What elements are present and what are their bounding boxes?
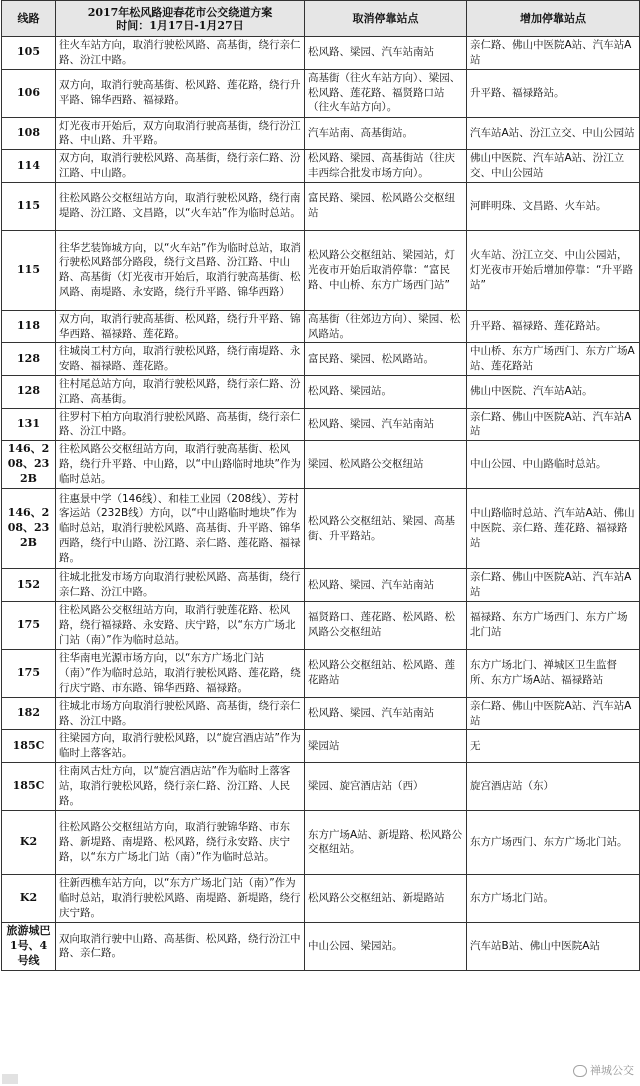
cell-add: 汽车站B站、佛山中医院A站 — [467, 922, 640, 970]
cell-route: 往南风古灶方向，以“旋宫酒店站”作为临时上落客站，取消行驶松风路，绕行亲仁路、汾江路、人民路。 — [56, 762, 305, 810]
cell-cancel: 松风路公交枢纽站、梁园站，灯光夜市开始后取消停靠：“富民路、中山桥、东方广场西门站” — [305, 230, 467, 310]
table-row — [2, 922, 640, 970]
cell-add: 中山桥、东方广场西门、东方广场A站、莲花路站 — [467, 343, 640, 376]
cell-route: 往松风路公交枢纽站方向，取消行驶高基街、松风路，绕行升平路、中山路，以“中山路临时地块”作为临时总站。 — [56, 441, 305, 489]
cell-add: 中山路临时总站、汽车站A站、佛山中医院、亲仁路、莲花路、福禄路站 — [467, 489, 640, 569]
cell-line: K2 — [2, 810, 56, 874]
cell-add: 汽车站A站、汾江立交、中山公园站 — [467, 117, 640, 150]
cell-route: 双向取消行驶中山路、高基街、松风路，绕行汾江中路、亲仁路。 — [56, 922, 305, 970]
table-row — [2, 408, 640, 441]
cell-route: 灯光夜市开始后，双方向取消行驶高基街，绕行汾江路、中山路、升平路。 — [56, 117, 305, 150]
cell-add: 福禄路、东方广场西门、东方广场北门站 — [467, 601, 640, 649]
cell-cancel: 松风路、梁园、汽车站南站 — [305, 569, 467, 602]
table-row — [2, 810, 640, 874]
cell-line: 185C — [2, 730, 56, 763]
cell-line: 106 — [2, 69, 56, 117]
table-row — [2, 569, 640, 602]
cell-line: 146、208、232B — [2, 441, 56, 489]
cell-line: 118 — [2, 310, 56, 343]
watermark-text: 禅城公交 — [590, 1064, 634, 1077]
table-body — [2, 37, 640, 971]
cell-route: 往新西樵车站方向，以“东方广场北门站（南）”作为临时总站，取消行驶松风路、南堤路、新堤路，绕行庆宁路。 — [56, 874, 305, 922]
cell-cancel: 梁园站 — [305, 730, 467, 763]
table-row — [2, 489, 640, 569]
cell-cancel: 松风路公交枢纽站、松风路、莲花路站 — [305, 649, 467, 697]
cell-route: 往惠景中学（146线）、和桂工业园（208线）、芳村客运站（232B线）方向，以“中山路临时地块”作为临时总站，取消行驶松风路、高基街、升平路、锦华西路，绕行中山路、汾江路、亲仁路、莲花路、福禄路。 — [56, 489, 305, 569]
plan-time: 时间：1月17日-1月27日 — [116, 18, 244, 32]
header-add: 增加停靠站点 — [467, 1, 640, 37]
table-row — [2, 601, 640, 649]
cell-line: 152 — [2, 569, 56, 602]
cell-cancel: 松风路、梁园、汽车站南站 — [305, 37, 467, 70]
cell-cancel: 松风路、梁园、汽车站南站 — [305, 408, 467, 441]
wechat-icon — [573, 1065, 587, 1077]
cell-cancel: 松风路公交枢纽站、新堤路站 — [305, 874, 467, 922]
table-row — [2, 69, 640, 117]
cell-route: 双方向，取消行驶高基街、松风路，绕行升平路、锦华西路、福禄路、莲花路。 — [56, 310, 305, 343]
cell-cancel: 松风路、梁园、高基街站（往庆丰西综合批发市场方向）。 — [305, 150, 467, 183]
table-row — [2, 37, 640, 70]
cell-line: 旅游城巴1号、4号线 — [2, 922, 56, 970]
cell-line: 115 — [2, 182, 56, 230]
cell-cancel: 松风路、梁园站。 — [305, 375, 467, 408]
cell-route: 往罗村下柏方向取消行驶松风路、高基街，绕行亲仁路、汾江中路。 — [56, 408, 305, 441]
cell-add: 东方广场西门、东方广场北门站。 — [467, 810, 640, 874]
cell-add: 东方广场北门、禅城区卫生监督所、东方广场A站、福禄路站 — [467, 649, 640, 697]
table-row — [2, 117, 640, 150]
cell-cancel: 高基街（往火车站方向）、梁园、松风路、莲花路、福贤路口站（往火车站方向）。 — [305, 69, 467, 117]
cell-route: 往城岗工村方向，取消行驶松风路，绕行南堤路、永安路、福禄路、莲花路。 — [56, 343, 305, 376]
cell-route: 双方向，取消行驶松风路、高基街，绕行亲仁路、汾江路、中山路。 — [56, 150, 305, 183]
cell-line: 175 — [2, 601, 56, 649]
cell-add: 中山公园、中山路临时总站。 — [467, 441, 640, 489]
table-row — [2, 230, 640, 310]
cell-route: 往华艺装饰城方向，以“火车站”作为临时总站，取消行驶松风路部分路段，绕行文昌路、汾江路、中山路、高基街（灯光夜市开始后，取消行驶高基街、松风路、南堤路、永安路，绕行升平路、锦华西路） — [56, 230, 305, 310]
cell-add: 东方广场北门站。 — [467, 874, 640, 922]
cell-line: 108 — [2, 117, 56, 150]
cell-add: 亲仁路、佛山中医院A站、汽车站A站 — [467, 37, 640, 70]
cell-route: 往松风路公交枢纽站方向，取消行驶莲花路、松风路，绕行福禄路、永安路、庆宁路，以“东方广场北门站（南）”作为临时总站。 — [56, 601, 305, 649]
cell-cancel: 高基街（往郊边方向）、梁园、松风路站。 — [305, 310, 467, 343]
plan-title: 2017年松风路迎春花市公交绕道方案 — [87, 5, 273, 19]
cell-cancel: 汽车站南、高基街站。 — [305, 117, 467, 150]
header-line: 线路 — [2, 1, 56, 37]
cell-line: 114 — [2, 150, 56, 183]
cell-line: K2 — [2, 874, 56, 922]
table-row — [2, 182, 640, 230]
cell-add: 火车站、汾江立交、中山公园站，灯光夜市开始后增加停靠：“升平路站” — [467, 230, 640, 310]
cell-cancel: 松风路公交枢纽站、梁园、高基街、升平路站。 — [305, 489, 467, 569]
cell-line: 115 — [2, 230, 56, 310]
cell-add: 无 — [467, 730, 640, 763]
cell-add: 佛山中医院、汽车站A站。 — [467, 375, 640, 408]
cell-route: 往火车站方向，取消行驶松风路、高基街，绕行亲仁路、汾江中路。 — [56, 37, 305, 70]
cell-line: 128 — [2, 343, 56, 376]
table-row — [2, 874, 640, 922]
cell-route: 往城北批发市场方向取消行驶松风路、高基街，绕行亲仁路、汾江中路。 — [56, 569, 305, 602]
watermark — [573, 1062, 634, 1078]
cell-line: 146、208、232B — [2, 489, 56, 569]
cell-route: 往梁园方向，取消行驶松风路，以“旋宫酒店站”作为临时上落客站。 — [56, 730, 305, 763]
table-row — [2, 649, 640, 697]
header-plan — [56, 1, 305, 37]
cell-route: 往城北市场方向取消行驶松风路、高基街，绕行亲仁路、汾江中路。 — [56, 697, 305, 730]
cell-cancel: 松风路、梁园、汽车站南站 — [305, 697, 467, 730]
table-row — [2, 310, 640, 343]
table-row — [2, 375, 640, 408]
cell-add: 佛山中医院、汽车站A站、汾江立交、中山公园站 — [467, 150, 640, 183]
cell-cancel: 梁园、松风路公交枢纽站 — [305, 441, 467, 489]
cell-line: 128 — [2, 375, 56, 408]
cell-route: 往松风路公交枢纽站方向，取消行驶松风路，绕行南堤路、汾江路、文昌路，以“火车站”作为临时总站。 — [56, 182, 305, 230]
cell-line: 182 — [2, 697, 56, 730]
cell-cancel: 富民路、梁园、松风路站。 — [305, 343, 467, 376]
cell-route: 往松风路公交枢纽站方向，取消行驶锦华路、市东路、新堤路、南堤路、松风路，绕行永安路、庆宁路，以“东方广场北门站（南）”作为临时总站。 — [56, 810, 305, 874]
table-row — [2, 150, 640, 183]
cell-cancel: 富民路、梁园、松风路公交枢纽站 — [305, 182, 467, 230]
cell-cancel: 梁园、旋宫酒店站（西） — [305, 762, 467, 810]
cell-add: 亲仁路、佛山中医院A站、汽车站A站 — [467, 408, 640, 441]
cell-add: 升平路、福禄路、莲花路站。 — [467, 310, 640, 343]
cell-add: 亲仁路、佛山中医院A站、汽车站A站 — [467, 697, 640, 730]
cell-cancel: 中山公园、梁园站。 — [305, 922, 467, 970]
cell-add: 河畔明珠、文昌路、火车站。 — [467, 182, 640, 230]
cell-line: 105 — [2, 37, 56, 70]
cell-cancel: 东方广场A站、新堤路、松风路公交枢纽站。 — [305, 810, 467, 874]
cell-route: 往华南电光源市场方向，以“东方广场北门站（南）”作为临时总站，取消行驶松风路、莲花路，绕行庆宁路、市东路、锦华西路、福禄路。 — [56, 649, 305, 697]
table-row — [2, 343, 640, 376]
cell-route: 往村尾总站方向，取消行驶松风路，绕行亲仁路、汾江路、高基街。 — [56, 375, 305, 408]
bus-detour-table — [1, 0, 640, 971]
cell-line: 175 — [2, 649, 56, 697]
table-row — [2, 762, 640, 810]
table-row — [2, 697, 640, 730]
header-cancel: 取消停靠站点 — [305, 1, 467, 37]
corner-mark — [2, 1074, 18, 1084]
cell-cancel: 福贤路口、莲花路、松风路、松风路公交枢纽站 — [305, 601, 467, 649]
cell-add: 亲仁路、佛山中医院A站、汽车站A站 — [467, 569, 640, 602]
cell-add: 旋宫酒店站（东） — [467, 762, 640, 810]
cell-line: 131 — [2, 408, 56, 441]
table-row — [2, 730, 640, 763]
table-header-row — [2, 1, 640, 37]
cell-add: 升平路、福禄路站。 — [467, 69, 640, 117]
cell-route: 双方向，取消行驶高基街、松风路、莲花路，绕行升平路、锦华西路、福禄路。 — [56, 69, 305, 117]
table-row — [2, 441, 640, 489]
cell-line: 185C — [2, 762, 56, 810]
